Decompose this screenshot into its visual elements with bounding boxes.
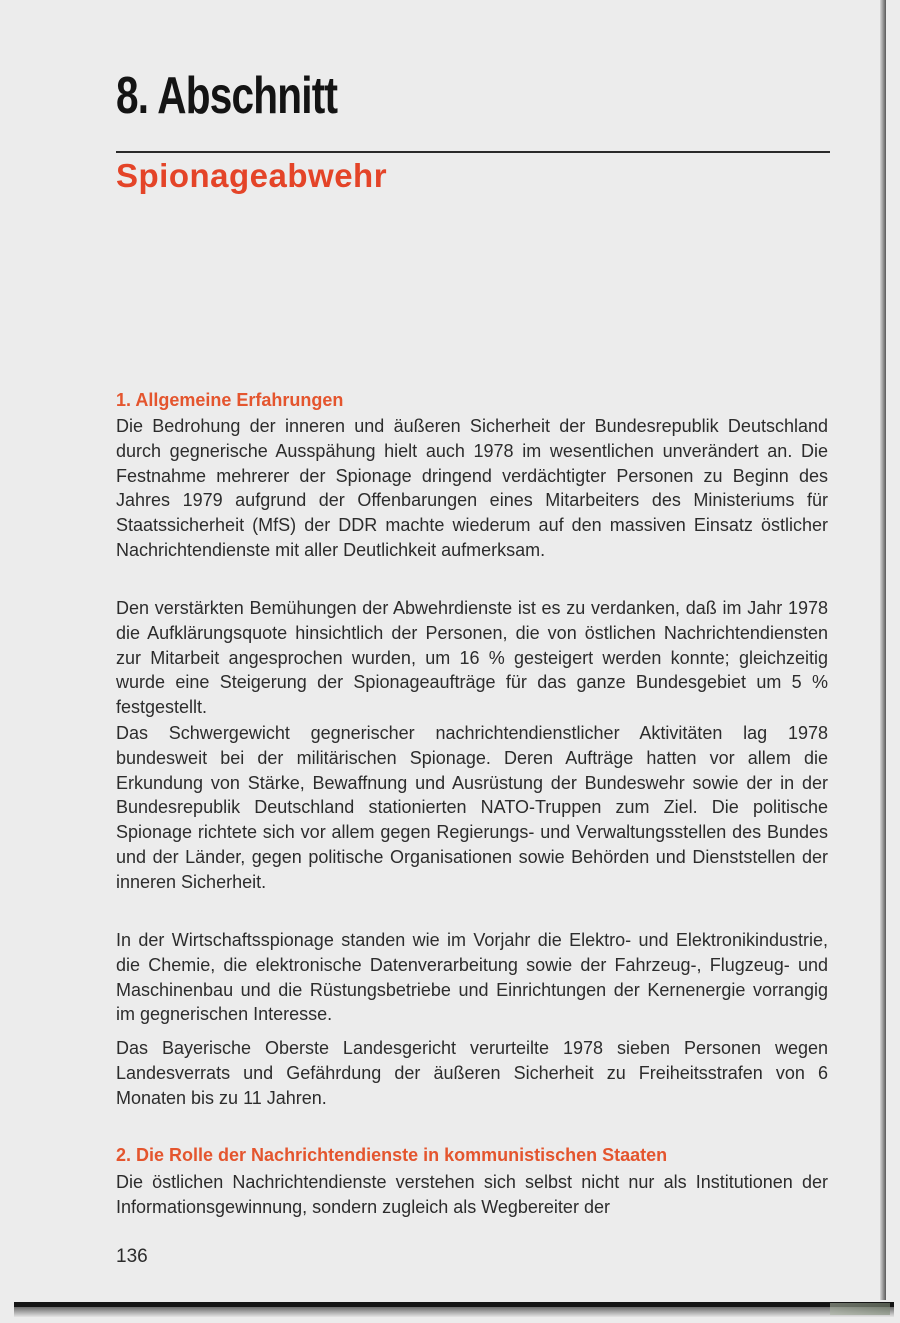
section-heading-2: 2. Die Rolle der Nachrichtendienste in kommunistischen Staaten: [116, 1145, 668, 1165]
page-edge-shadow: [14, 1307, 894, 1317]
chapter-title: Spionageabwehr: [116, 157, 388, 194]
corner-tab: [830, 1303, 890, 1315]
paragraph: Den verstärkten Bemühungen der Abwehrdienste ist es zu verdanken, daß im Jahr 1978 die Aufklärungsquote hinsichtlich der Personen, die von östlichen Nachrichtendiensten zur Mitarbeit angesprochen wurden, um 16 % gesteigert werden konnte; gleichzeitig wurde eine Steigerung der Spionageaufträge für das ganze Bundesgebiet um 5 % festgestellt.: [116, 598, 828, 718]
page-edge-right: [880, 0, 886, 1300]
paragraph: Die östlichen Nachrichtendienste verstehen sich selbst nicht nur als Institutionen der Informationsgewinnung, sondern zugleich als Wegbereiter der: [116, 1172, 828, 1217]
paragraph: Die Bedrohung der inneren und äußeren Sicherheit der Bundesrepublik Deutschland durch gegnerische Ausspähung hielt auch 1978 im wesentlichen unverändert an. Die Festnahme mehrerer der Spionage dringend verdächtigter Personen zu Beginn des Jahres 1979 aufgrund der Offenbarungen eines Mitarbeiters des Ministeriums für Staatssicherheit (MfS) der DDR machte wiederum auf den massiven Einsatz östlicher Nachrichtendienste mit aller Deutlichkeit aufmerksam.: [116, 416, 828, 560]
title-rule: [116, 151, 830, 153]
page-number: 136: [116, 1246, 148, 1267]
section-heading-1: 1. Allgemeine Erfahrungen: [116, 390, 344, 410]
chapter-number-title: 8. Abschnitt: [116, 67, 338, 125]
paragraph: Das Bayerische Oberste Landesgericht verurteilte 1978 sieben Personen wegen Landesverrats und Gefährdung der äußeren Sicherheit zu Freiheitsstrafen von 6 Monaten bis zu 11 Jahren.: [116, 1038, 828, 1108]
paragraph: Das Schwergewicht gegnerischer nachrichtendienstlicher Aktivitäten lag 1978 bundesweit bei der militärischen Spionage. Deren Aufträge hatten vor allem die Erkundung von Stärke, Bewaffnung und Ausrüstung der Bundeswehr sowie der in der Bundesrepublik Deutschland stationierten NATO-Truppen zum Ziel. Die politische Spionage richtete sich vor allem gegen Regierungs- und Verwaltungsstellen des Bundes und der Länder, gegen politische Organisationen sowie Behörden und Dienststellen der inneren Sicherheit.: [116, 723, 828, 892]
paragraph: In der Wirtschaftsspionage standen wie im Vorjahr die Elektro- und Elektronikindustrie, die Chemie, die elektronische Datenverarbeitung sowie der Fahrzeug-, Flugzeug- und Maschinenbau und die Rüstungsbetriebe und Einrichtungen der Kernenergie vorrangig im gegnerischen Interesse.: [116, 930, 828, 1025]
